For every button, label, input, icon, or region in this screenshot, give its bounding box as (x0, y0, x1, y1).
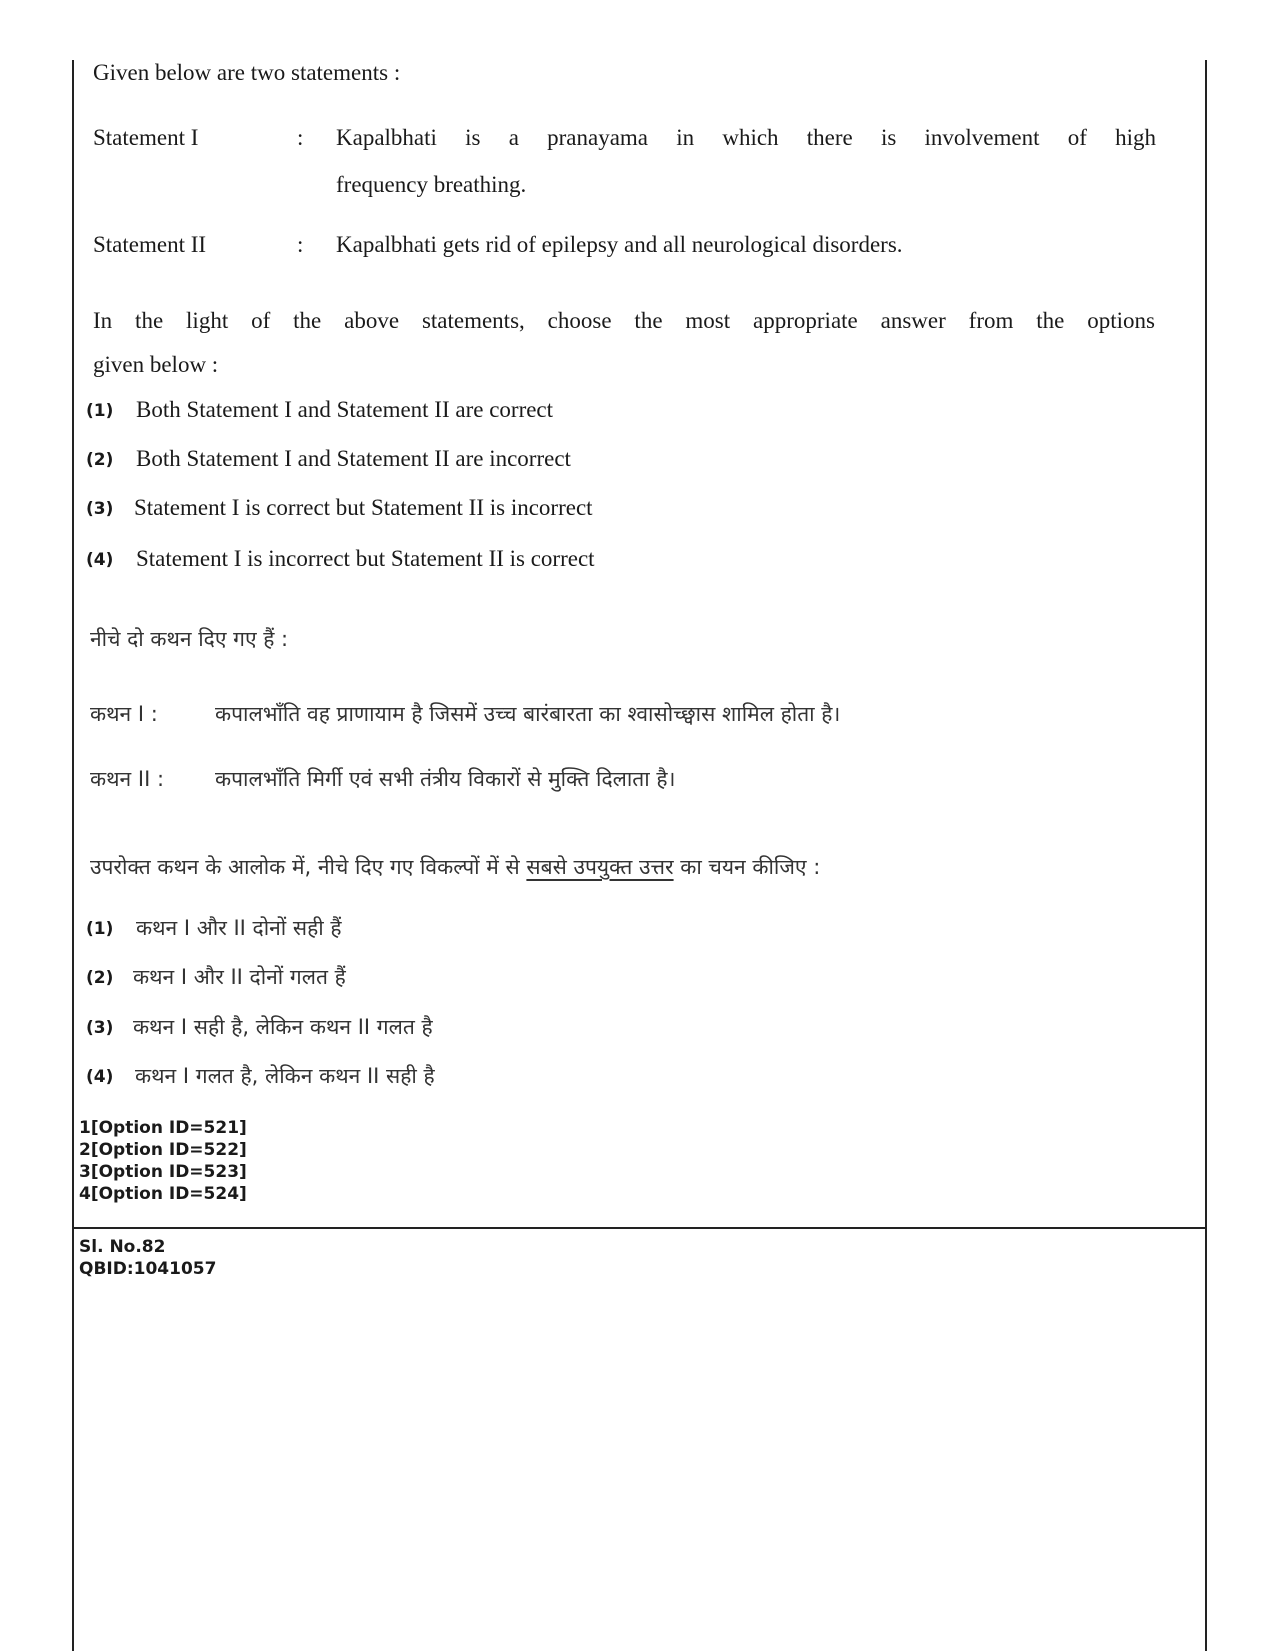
option-id-2: 2[Option ID=522] (79, 1140, 247, 1160)
option-1-number: (1) (86, 401, 114, 421)
option-id-4: 4[Option ID=524] (79, 1184, 247, 1204)
hindi-statement-2-text: कपालभाँति मिर्गी एवं सभी तंत्रीय विकारों से मुक्ति दिलाता है। (215, 767, 676, 791)
option-2-text: Both Statement I and Statement II are incorrect (136, 446, 571, 471)
option-4-text: Statement I is incorrect but Statement II is correct (136, 546, 595, 571)
statement-2-colon: : (297, 232, 304, 257)
statement-2-text: Kapalbhati gets rid of epilepsy and all neurological disorders. (336, 232, 903, 257)
option-id-list (79, 1117, 247, 1205)
question-intro: Given below are two statements : (93, 60, 401, 85)
option-4-number: (4) (86, 550, 114, 570)
hindi-option-4-number: (4) (86, 1067, 114, 1087)
statement-1-line1-text: Kapalbhati is a pranayama in which there is involvement of high (336, 125, 1156, 150)
question-separator (72, 1227, 1207, 1229)
hindi-statement-1-text: कपालभाँति वह प्राणायाम है जिसमें उच्च बारंबारता का श्वासोच्छ्वास शामिल होता है। (215, 702, 841, 726)
option-id-3: 3[Option ID=523] (79, 1162, 247, 1182)
option-id-1: 1[Option ID=521] (79, 1118, 247, 1138)
hindi-prompt-after: का चयन कीजिए : (673, 855, 821, 879)
serial-number: Sl. No.82 (79, 1237, 166, 1257)
hindi-option-1-text: कथन I और II दोनों सही हैं (136, 916, 342, 940)
hindi-prompt-underlined: सबसे उपयुक्त उत्तर (526, 855, 674, 879)
statement-1-line1 (336, 125, 1156, 151)
left-border (72, 60, 74, 1651)
right-border (1205, 60, 1207, 1651)
option-2-number: (2) (86, 450, 114, 470)
option-1-text: Both Statement I and Statement II are correct (136, 397, 554, 422)
question-prompt-line1 (93, 308, 1155, 334)
option-3-text: Statement I is correct but Statement II is incorrect (134, 495, 593, 520)
hindi-prompt (90, 853, 820, 881)
hindi-option-2-number: (2) (86, 968, 114, 988)
hindi-option-2-text: कथन I और II दोनों गलत हैं (133, 965, 346, 989)
hindi-option-3-number: (3) (86, 1018, 114, 1038)
statement-1-line2: frequency breathing. (336, 172, 527, 197)
statement-2-label: Statement II (93, 232, 207, 257)
hindi-prompt-before: उपरोक्त कथन के आलोक में, नीचे दिए गए विकल्पों में से (90, 855, 527, 879)
statement-1-label: Statement I (93, 125, 199, 150)
question-prompt-line2: given below : (93, 352, 219, 377)
option-3-number: (3) (86, 499, 114, 519)
hindi-statement-1-label: कथन I : (90, 702, 158, 726)
hindi-statement-2-label: कथन II : (90, 767, 165, 791)
next-question-header (79, 1236, 216, 1280)
question-prompt-line1-text: In the light of the above statements, choose the most appropriate answer from the options (93, 308, 1155, 333)
hindi-option-1-number: (1) (86, 919, 114, 939)
hindi-option-3-text: कथन I सही है, लेकिन कथन II गलत है (133, 1015, 433, 1039)
hindi-option-4-text: कथन I गलत है, लेकिन कथन II सही है (135, 1064, 435, 1088)
statement-1-colon: : (297, 125, 304, 150)
hindi-intro: नीचे दो कथन दिए गए हैं : (90, 627, 289, 651)
qbid: QBID:1041057 (79, 1259, 217, 1279)
